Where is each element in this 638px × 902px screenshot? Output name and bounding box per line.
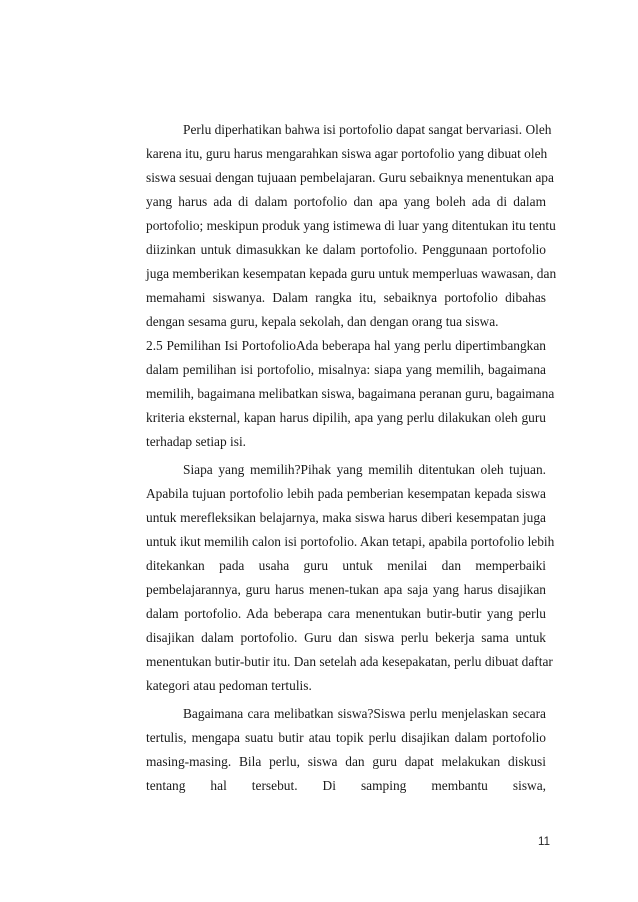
text-line: menentukan butir-butir itu. Dan setelah ada kesepakatan, perlu dibuat daftar — [146, 654, 553, 669]
text-line: dalam portofolio. Ada beberapa cara menentukan butir-butir yang perlu — [146, 606, 546, 621]
text-line: juga memberikan kesempatan kepada guru untuk memperluas wawasan, dan — [146, 266, 557, 281]
text-line: portofolio; meskipun produk yang istimewa di luar yang ditentukan itu tentu — [146, 218, 556, 233]
text-line: memahami siswanya. Dalam rangka itu, sebaiknya portofolio dibahas — [146, 290, 546, 305]
text-line: untuk ikut memilih calon isi portofolio. Akan tetapi, apabila portofolio lebih — [146, 534, 555, 549]
text-line: Siapa yang memilih?Pihak yang memilih ditentukan oleh tujuan. — [183, 462, 546, 477]
text-line: kriteria eksternal, kapan harus dipilih, apa yang perlu dilakukan oleh guru — [146, 410, 546, 425]
text-line: ditekankan pada usaha guru untuk menilai dan memperbaiki — [146, 558, 546, 573]
text-line: tentang hal tersebut. Di samping membantu siswa, — [146, 778, 546, 793]
text-line: siswa sesuai dengan tujuaan pembelajaran. Guru sebaiknya menentukan apa — [146, 170, 554, 185]
page-number: 11 — [538, 836, 550, 848]
text-line: yang harus ada di dalam portofolio dan apa yang boleh ada di dalam — [146, 194, 546, 209]
text-line: masing-masing. Bila perlu, siswa dan guru dapat melakukan diskusi — [146, 754, 546, 769]
text-line: Bagaimana cara melibatkan siswa?Siswa perlu menjelaskan secara — [183, 706, 546, 721]
text-line: memilih, bagaimana melibatkan siswa, bagaimana peranan guru, bagaimana — [146, 386, 555, 401]
text-line: dengan sesama guru, kepala sekolah, dan dengan orang tua siswa. — [146, 314, 499, 329]
text-line: dalam pemilihan isi portofolio, misalnya: siapa yang memilih, bagaimana — [146, 362, 546, 377]
section-heading-line: 2.5 Pemilihan Isi PortofolioAda beberapa hal yang perlu dipertimbangkan — [146, 338, 546, 353]
text-line: untuk merefleksikan belajarnya, maka siswa harus diberi kesempatan juga — [146, 510, 546, 525]
text-line: tertulis, mengapa suatu butir atau topik perlu disajikan dalam portofolio — [146, 730, 546, 745]
text-line: Apabila tujuan portofolio lebih pada pemberian kesempatan kepada siswa — [146, 486, 546, 501]
text-line: diizinkan untuk dimasukkan ke dalam portofolio. Penggunaan portofolio — [146, 242, 546, 257]
text-line: Perlu diperhatikan bahwa isi portofolio dapat sangat bervariasi. Oleh — [183, 122, 552, 137]
text-line: disajikan dalam portofolio. Guru dan siswa perlu bekerja sama untuk — [146, 630, 546, 645]
text-line: karena itu, guru harus mengarahkan siswa agar portofolio yang dibuat oleh — [146, 146, 548, 161]
text-line: terhadap setiap isi. — [146, 434, 247, 449]
text-line: pembelajarannya, guru harus menen-tukan apa saja yang harus disajikan — [146, 582, 546, 597]
text-line: kategori atau pedoman tertulis. — [146, 678, 312, 693]
